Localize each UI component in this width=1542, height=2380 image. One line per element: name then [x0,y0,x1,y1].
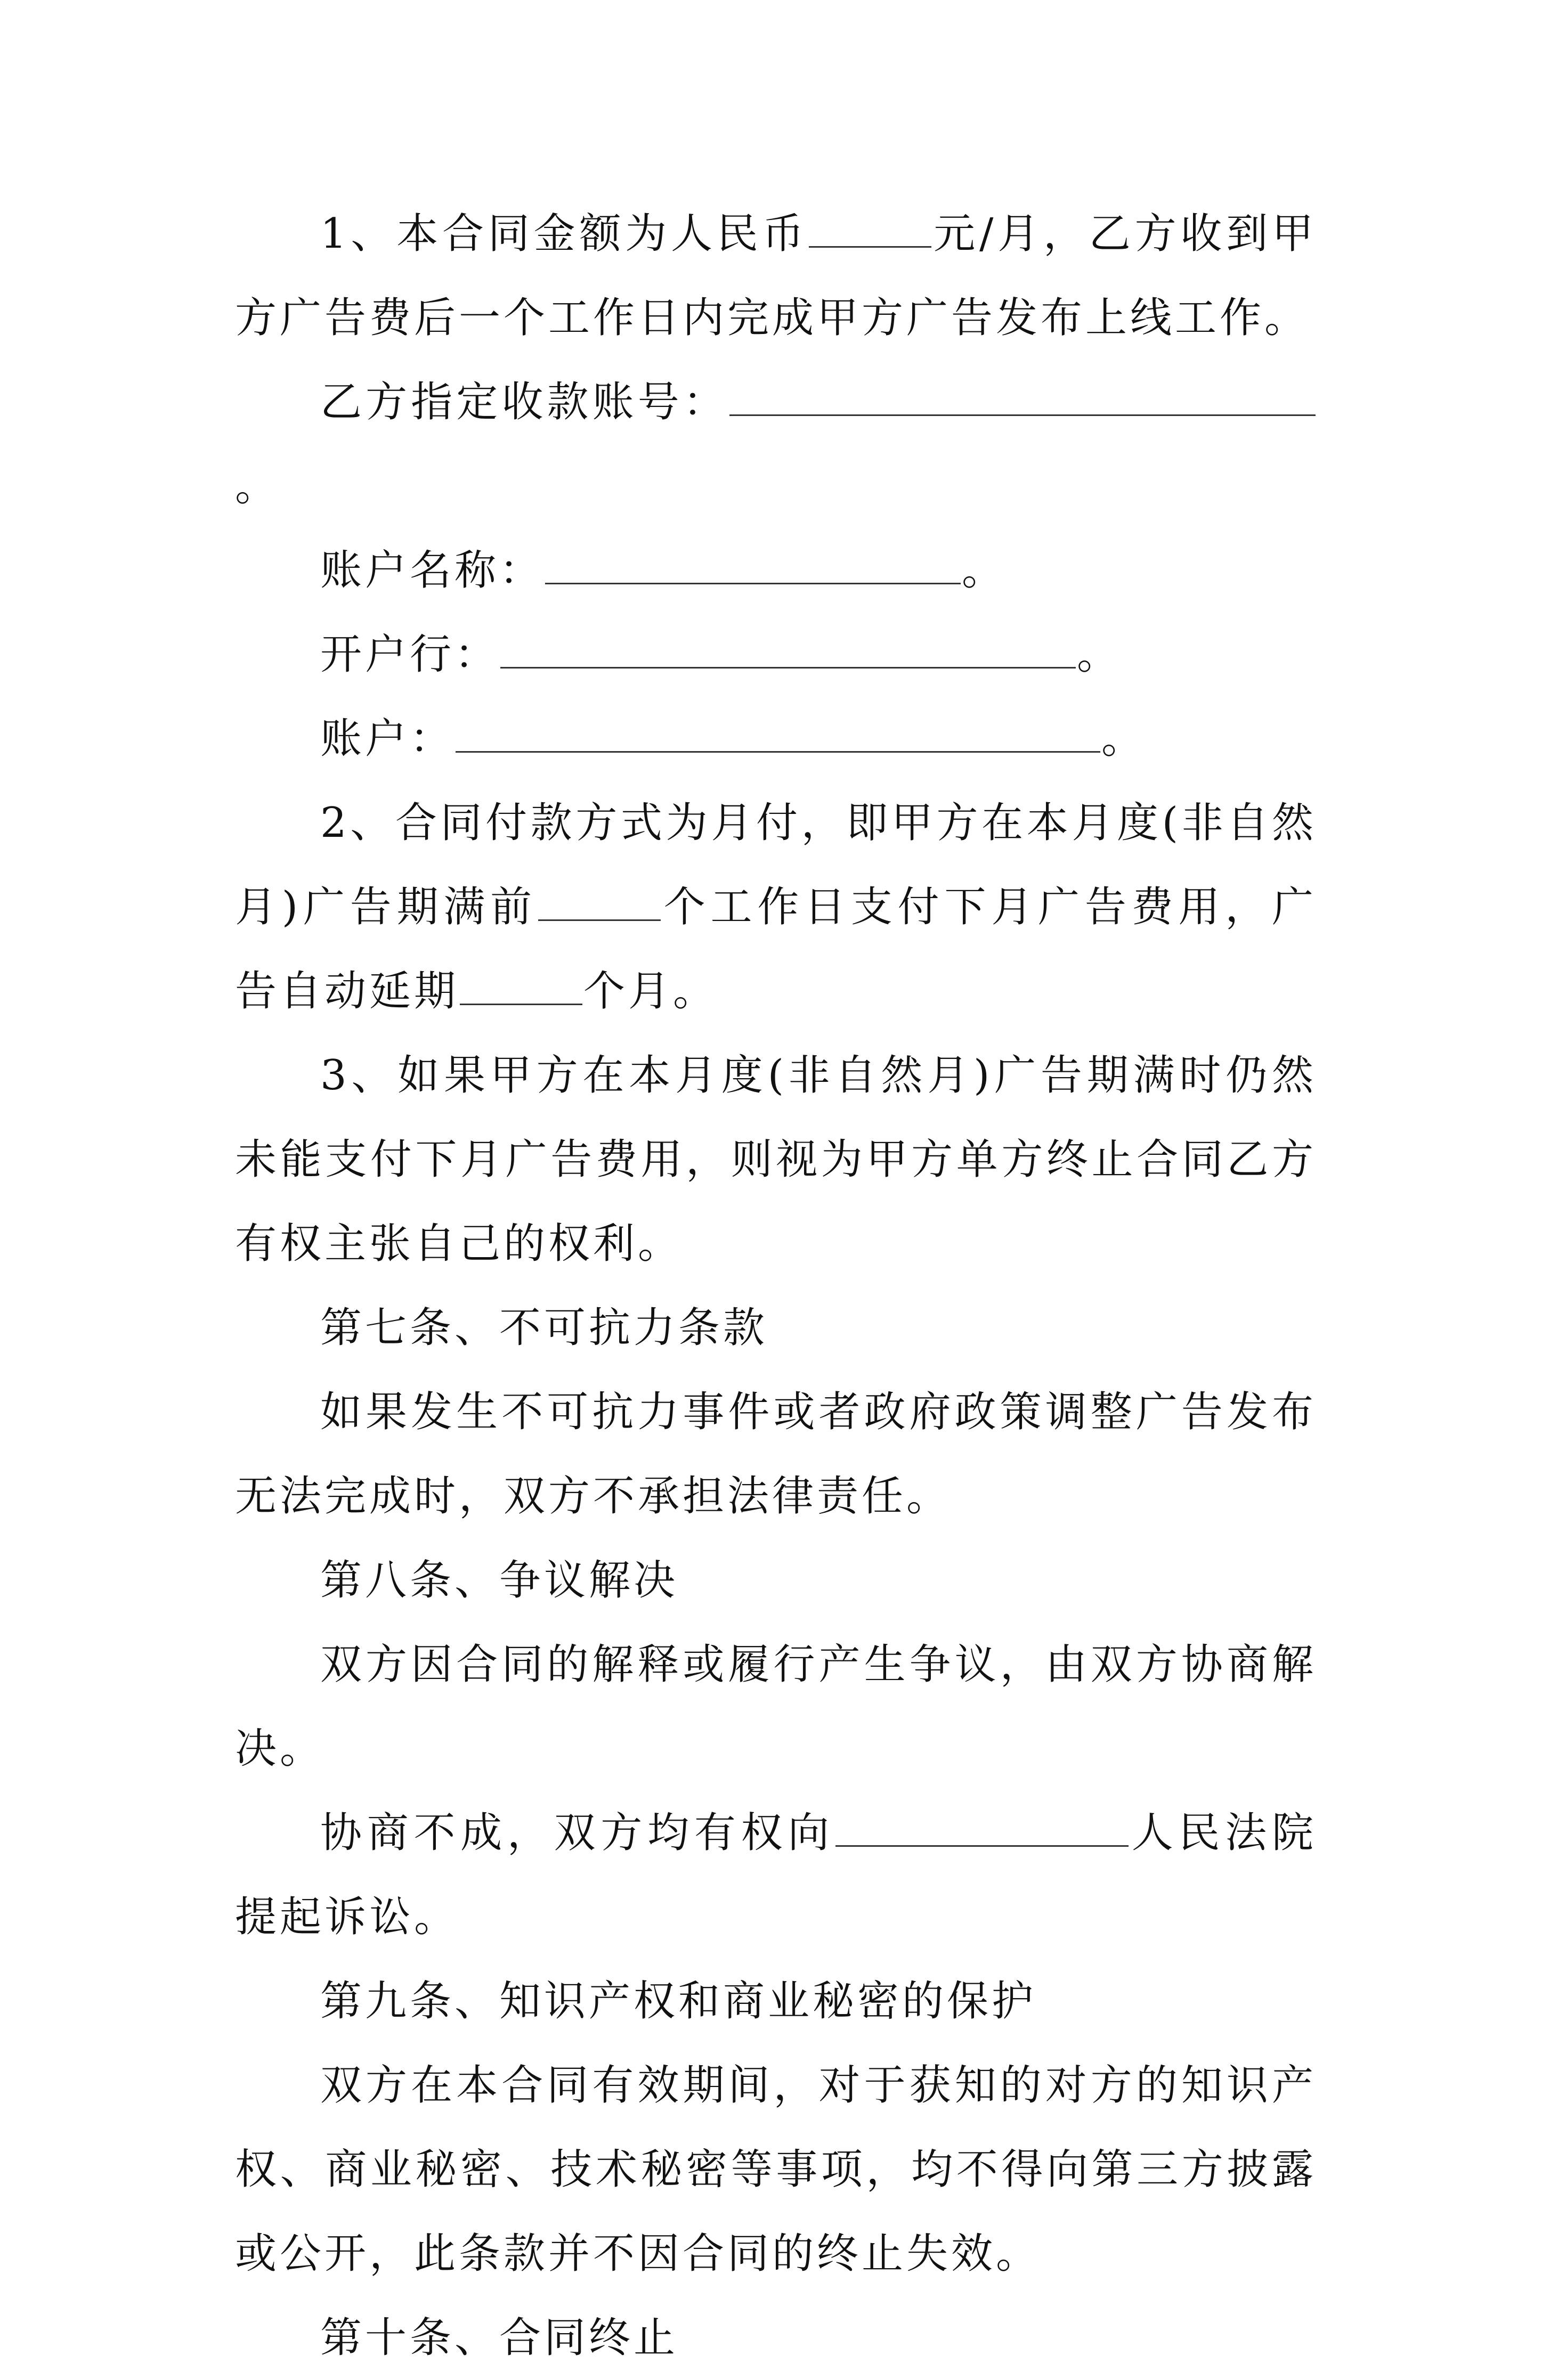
clause-amount-text-a: 1、本合同金额为人民币 [320,210,808,258]
clause-payment-text-b: 个工作日支付下月广告费用，广告自动延期 [235,883,1317,1015]
clause-amount [235,192,1317,360]
bank-blank [500,632,1076,669]
article-7-title: 第七条、不可抗力条款 [320,1304,768,1352]
account-number-blank [729,379,1316,416]
court-blank [835,1810,1129,1847]
extension-months-blank [460,968,582,1005]
article-7-body: 如果发生不可抗力事件或者政府政策调整广告发布无法完成时，双方不承担法律责任。 [235,1388,1317,1520]
article-8-body-2-text-a: 协商不成，双方均有权向 [320,1809,835,1857]
article-9-title: 第九条、知识产权和商业秘密的保护 [320,1977,1037,2025]
clause-amount-text-b: 元/月，乙方收到甲方广告费后一个工作日内完成甲方广告发布上线工作。 [235,210,1317,342]
document-body [235,192,1317,2380]
article-8-body-2-text-b: 人民法院提起诉讼。 [235,1809,1317,1941]
payment-days-blank [538,884,661,921]
clause-payment-text-a: 2、合同付款方式为月付，即甲方在本月度(非自然月)广告期满前 [235,799,1317,931]
clause-nonpayment: 3、如果甲方在本月度(非自然月)广告期满时仍然未能支付下月广告费用，则视为甲方单方终止合同乙方有权主张自己的权利。 [235,1052,1317,1268]
article-9-body: 双方在本合同有效期间，对于获知的对方的知识产权、商业秘密、技术秘密等事项，均不得向第三方披露或公开，此条款并不因合同的终止失效。 [235,2061,1317,2278]
article-8-body-2 [235,1791,1317,1959]
article-8-body-1: 双方因合同的解释或履行产生争议，由双方协商解决。 [235,1641,1317,1773]
article-8-title: 第八条、争议解决 [320,1556,679,1604]
account-label: 账户： [320,715,455,763]
account-number-period: 。 [235,462,280,510]
bank-period: 。 [1077,631,1122,679]
account-period: 。 [1101,715,1147,763]
article-10-title: 第十条、合同终止 [320,2314,679,2362]
account-number-label: 乙方指定收款账号： [320,378,728,426]
clause-payment-text-c: 个月。 [583,967,718,1015]
account-name-blank [545,548,961,584]
clause-payment [235,781,1317,1033]
account-number-line [235,360,1317,528]
account-name-line [235,528,1317,613]
account-line [235,697,1317,781]
bank-line [235,613,1317,697]
account-name-period: 。 [962,547,1007,594]
account-blank [456,716,1100,753]
amount-blank [809,211,931,248]
account-name-label: 账户名称： [320,547,545,594]
bank-label: 开户行： [320,631,500,679]
